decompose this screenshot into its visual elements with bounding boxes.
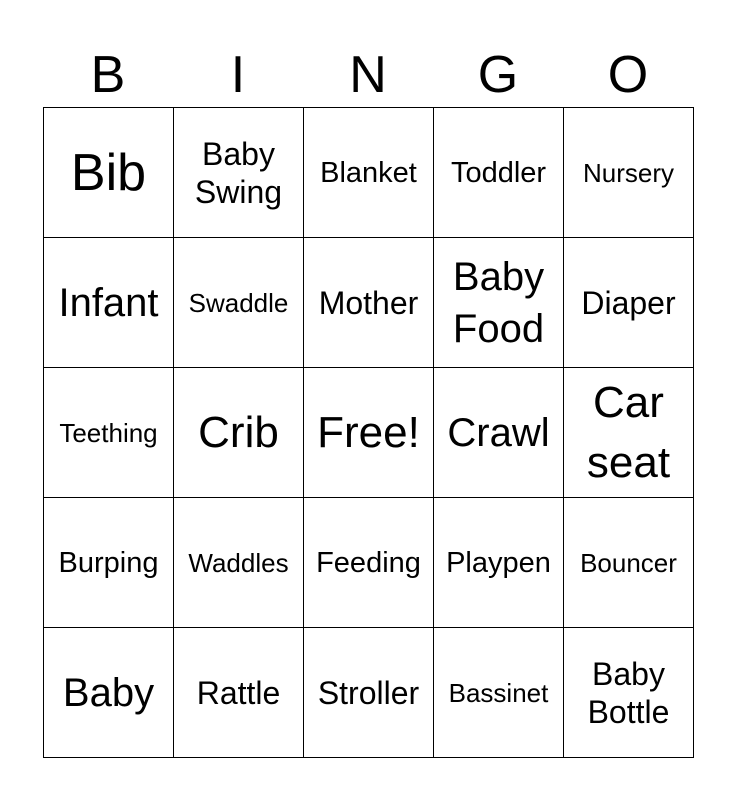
bingo-header <box>43 44 693 106</box>
bingo-cell[interactable]: Toddler <box>434 108 564 238</box>
bingo-cell[interactable]: Baby Swing <box>174 108 304 238</box>
header-letter-n: N <box>349 46 387 104</box>
bingo-cell[interactable]: Car seat <box>564 368 694 498</box>
bingo-cell[interactable]: Waddles <box>174 498 304 628</box>
header-letter-o: O <box>607 46 649 104</box>
bingo-cell[interactable]: Stroller <box>304 628 434 758</box>
bingo-board <box>43 107 694 758</box>
header-letter-i: I <box>230 46 246 104</box>
bingo-cell[interactable]: Bib <box>44 108 174 238</box>
bingo-cell[interactable]: Blanket <box>304 108 434 238</box>
bingo-cell[interactable]: Mother <box>304 238 434 368</box>
bingo-cell[interactable]: Playpen <box>434 498 564 628</box>
bingo-cell[interactable]: Teething <box>44 368 174 498</box>
bingo-cell[interactable]: Diaper <box>564 238 694 368</box>
bingo-cell[interactable]: Bassinet <box>434 628 564 758</box>
bingo-cell[interactable]: Baby <box>44 628 174 758</box>
bingo-cell[interactable]: Feeding <box>304 498 434 628</box>
bingo-cell[interactable]: Crib <box>174 368 304 498</box>
bingo-cell[interactable]: Infant <box>44 238 174 368</box>
bingo-cell[interactable]: Baby Bottle <box>564 628 694 758</box>
bingo-cell[interactable]: Bouncer <box>564 498 694 628</box>
header-letter-b: B <box>90 46 126 104</box>
bingo-cell[interactable]: Baby Food <box>434 238 564 368</box>
header-letter-g: G <box>477 46 519 104</box>
bingo-cell[interactable]: Rattle <box>174 628 304 758</box>
free-space-cell[interactable]: Free! <box>304 368 434 498</box>
bingo-cell[interactable]: Crawl <box>434 368 564 498</box>
bingo-cell[interactable]: Burping <box>44 498 174 628</box>
bingo-cell[interactable]: Nursery <box>564 108 694 238</box>
bingo-cell[interactable]: Swaddle <box>174 238 304 368</box>
